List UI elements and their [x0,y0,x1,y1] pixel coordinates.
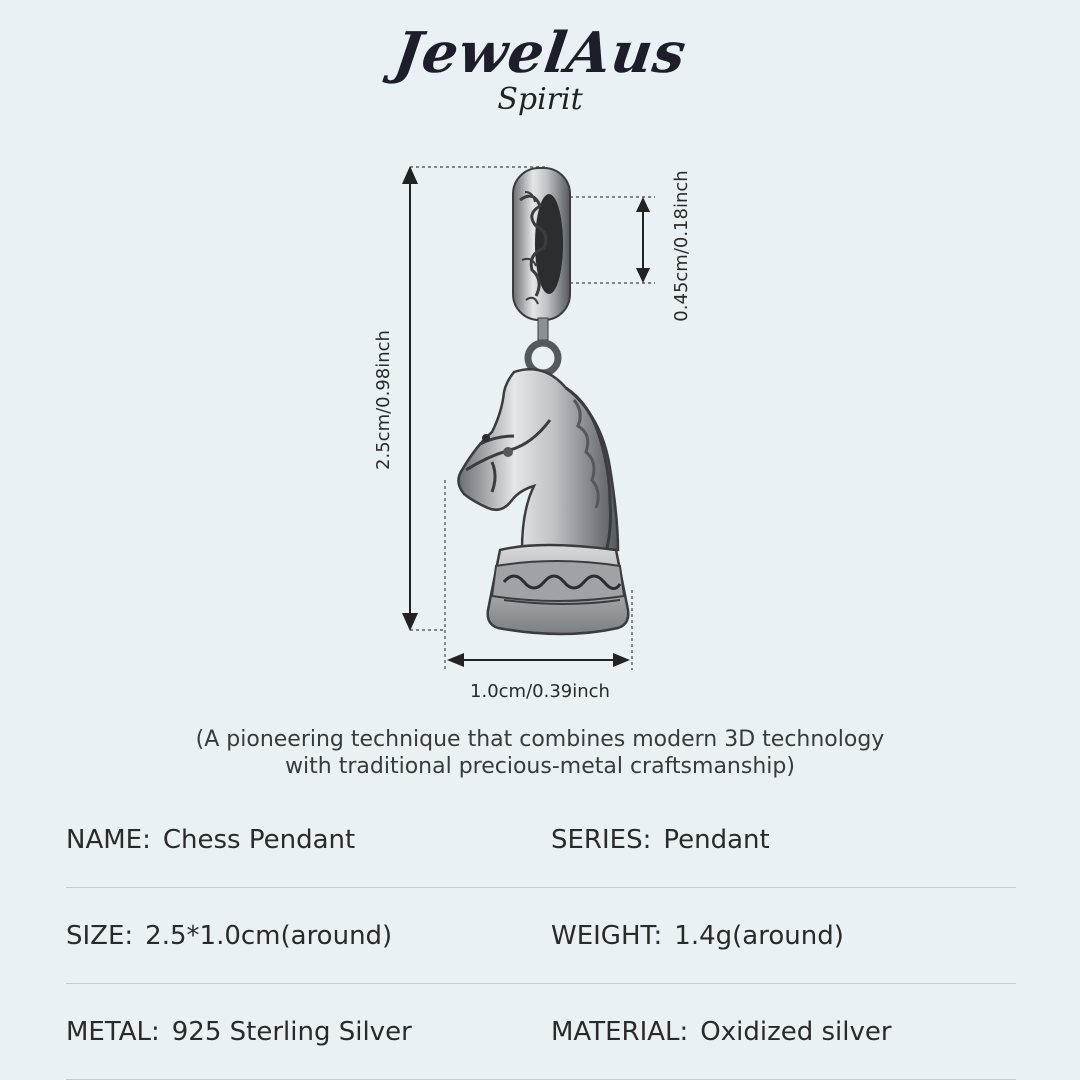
spec-weight [531,921,1016,951]
brand-name: JewelAus [389,20,691,86]
spec-material [531,1017,1016,1047]
spec-series [531,825,1016,855]
spec-value: Oxidized silver [700,1016,892,1047]
spec-value: Pendant [663,824,770,855]
bail-label: 0.45cm/0.18inch [671,170,692,322]
height-label: 2.5cm/0.98inch [373,330,394,470]
caption-line-1: (A pioneering technique that combines modern 3D technology [195,727,885,752]
spec-key: NAME: [66,824,151,855]
spec-value: Chess Pendant [162,824,356,855]
bail-dimension [570,197,655,283]
spec-value: 2.5*1.0cm(around) [145,920,393,951]
spec-key: SIZE: [66,920,134,951]
spec-row [66,984,1016,1080]
width-label: 1.0cm/0.39inch [470,681,610,702]
spec-metal [66,1017,531,1047]
spec-key: SERIES: [551,824,652,855]
spec-row [66,888,1016,984]
spec-value: 925 Sterling Silver [171,1016,412,1047]
chess-knight-pendant [458,168,628,634]
spec-name [66,825,531,855]
spec-key: WEIGHT: [551,920,663,951]
technique-caption [0,726,1080,780]
spec-row [66,792,1016,888]
spec-size [66,921,531,951]
brand-subtitle: Spirit [497,82,583,117]
spec-key: METAL: [66,1016,160,1047]
spec-value: 1.4g(around) [674,920,844,951]
caption-line-2: with traditional precious-metal craftsmanship) [285,754,795,779]
spec-key: MATERIAL: [551,1016,689,1047]
spec-table [66,792,1016,1080]
